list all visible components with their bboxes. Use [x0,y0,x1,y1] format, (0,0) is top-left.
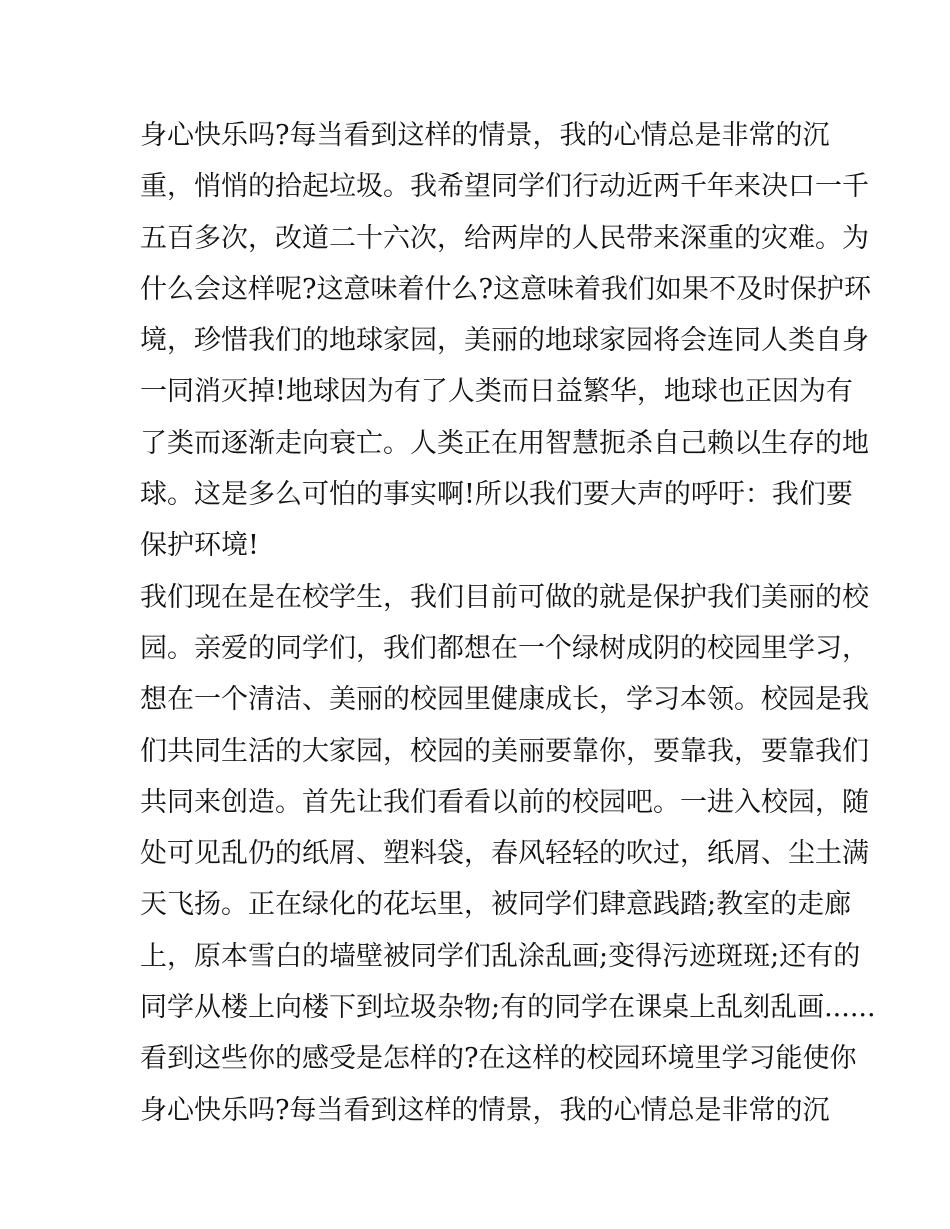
text-line: 共同来创造。首先让我们看看以前的校园吧。一进入校园，随 [140,786,869,818]
text-line: 了类而逐渐走向衰亡。人类正在用智慧扼杀自己赖以生存的地 [140,427,869,459]
text-line: 五百多次，改道二十六次，给两岸的人民带来深重的灾难。为 [140,222,869,254]
text-line: 天飞扬。正在绿化的花坛里，被同学们肆意践踏;教室的走廊 [140,889,852,921]
text-line: 什么会这样呢?这意味着什么?这意味着我们如果不及时保护环 [140,273,871,305]
document-body [140,110,876,1136]
text-line: 处可见乱仍的纸屑、塑料袋，春风轻轻的吹过，纸屑、尘土满 [140,838,869,870]
text-line: 身心快乐吗?每当看到这样的情景，我的心情总是非常的沉 [140,120,830,151]
text-line: 重，悄悄的拾起垃圾。我希望同学们行动近两千年来决口一千 [140,171,869,203]
text-line: 我们现在是在校学生，我们目前可做的就是保护我们美丽的校 [140,581,869,613]
text-line: 想在一个清洁、美丽的校园里健康成长，学习本领。校园是我 [140,684,869,716]
text-line: 上，原本雪白的墙壁被同学们乱涂乱画;变得污迹斑斑;还有的 [140,940,861,972]
text-line: 园。亲爱的同学们，我们都想在一个绿树成阴的校园里学习， [140,632,869,664]
text-line: 们共同生活的大家园，校园的美丽要靠你，要靠我，要靠我们 [140,735,869,767]
text-line: 球。这是多么可怕的事实啊!所以我们要大声的呼吁：我们要 [140,479,853,511]
text-line: 看到这些你的感受是怎样的?在这样的校园环境里学习能使你 [140,1043,857,1075]
text-line: 境，珍惜我们的地球家园，美丽的地球家园将会连同人类自身 [140,325,869,357]
text-line: 同学从楼上向楼下到垃圾杂物;有的同学在课桌上乱刻乱画...... [140,992,876,1024]
text-line: 保护环境! [140,530,259,562]
text-line: 身心快乐吗?每当看到这样的情景，我的心情总是非常的沉 [140,1094,830,1126]
text-line: 一同消灭掉!地球因为有了人类而日益繁华，地球也正因为有 [140,376,853,408]
